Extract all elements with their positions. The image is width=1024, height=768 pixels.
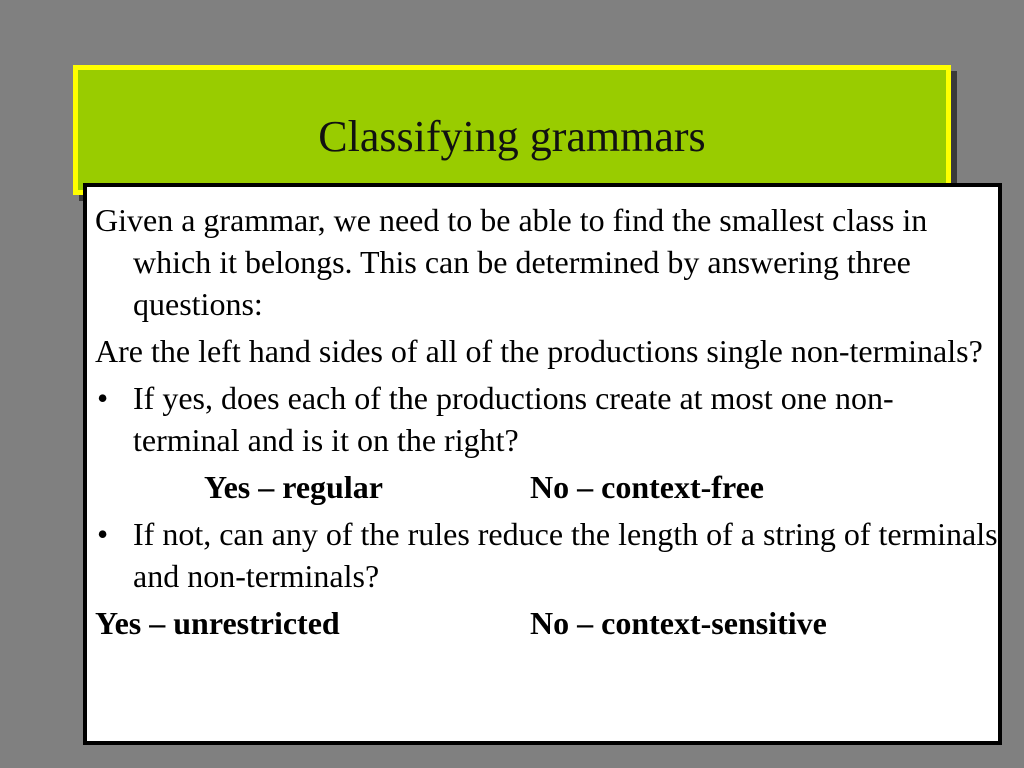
- answer-yes-regular: Yes – regular: [204, 469, 383, 505]
- intro-paragraph: Given a grammar, we need to be able to find the smallest class in which it belongs. This can be determined by answering three questions:: [95, 202, 928, 322]
- answer-yes-unrestricted: Yes – unrestricted: [95, 605, 340, 641]
- answer-row-1: [95, 466, 998, 508]
- bullet-text: If not, can any of the rules reduce the length of a string of terminals and non-terminals?: [133, 516, 998, 594]
- question-paragraph: Are the left hand sides of all of the productions single non-terminals?: [95, 333, 983, 369]
- bullet-icon: •: [97, 380, 109, 416]
- answer-no-context-free: No – context-free: [530, 469, 764, 505]
- content-box: [83, 183, 1002, 745]
- bullet-item-yes: [95, 377, 998, 461]
- slide-title: Classifying grammars: [318, 112, 706, 161]
- answer-row-2: [95, 602, 998, 644]
- bullet-icon: •: [97, 516, 109, 552]
- title-box: [73, 65, 951, 195]
- answer-no-context-sensitive: No – context-sensitive: [530, 605, 827, 641]
- bullet-item-no: [95, 513, 998, 597]
- bullet-text: If yes, does each of the productions create at most one non-terminal and is it on the right?: [133, 380, 894, 458]
